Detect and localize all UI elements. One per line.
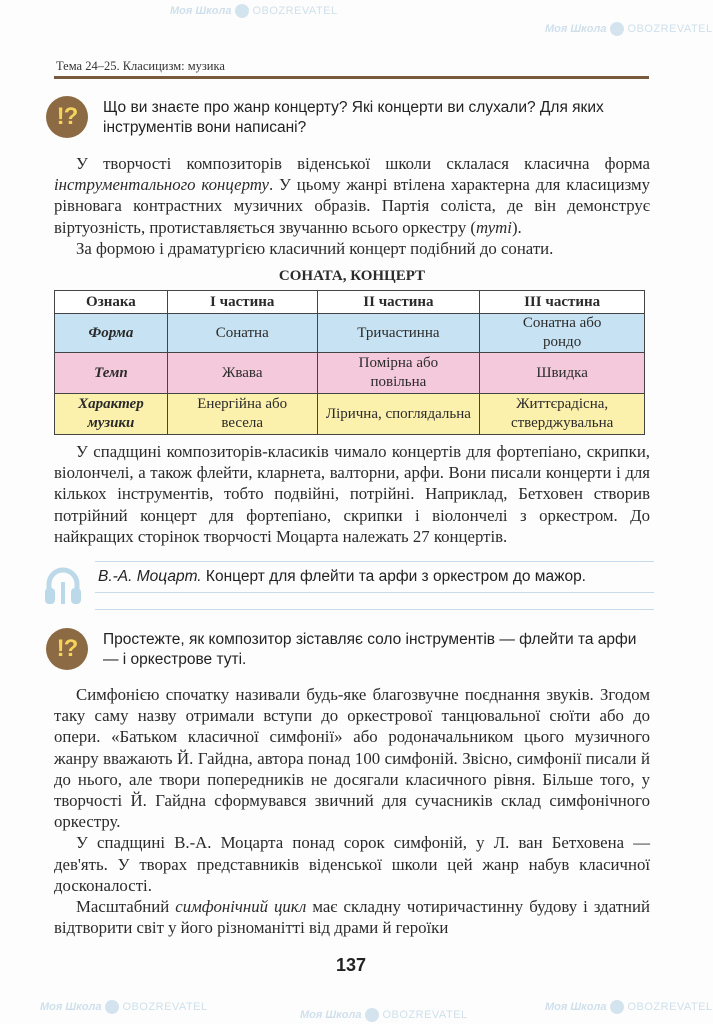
page-number: 137 bbox=[335, 955, 367, 976]
watermark-school: Моя Школа bbox=[545, 22, 607, 35]
table-cell: Помірна або повільна bbox=[317, 353, 480, 394]
table-header-row bbox=[55, 291, 645, 314]
watermark-brand: OBOZREVATEL bbox=[252, 4, 338, 17]
table-row bbox=[55, 394, 645, 435]
watermark-school: Моя Школа bbox=[40, 1000, 102, 1013]
exclamation-question-icon: !? bbox=[46, 628, 88, 670]
listening-rule bbox=[95, 592, 654, 593]
row-label: Характер музики bbox=[55, 394, 168, 435]
column-header: Ознака bbox=[55, 291, 168, 314]
listening-strip bbox=[44, 561, 650, 611]
watermark-school: Моя Школа bbox=[545, 1000, 607, 1013]
emphasis-term: симфонічний цикл bbox=[175, 897, 307, 917]
emphasis-term: інструментального концерту bbox=[54, 175, 269, 195]
composer-name: В.-А. Моцарт. bbox=[98, 568, 202, 586]
table-cell: Жвава bbox=[167, 353, 317, 394]
table-title: СОНАТА, КОНЦЕРТ bbox=[278, 268, 426, 285]
text-run: має складну чотиричастинну будову і здатний відтворити світ у його різноманітті від драми й героїки bbox=[54, 897, 650, 938]
table-cell: Швидка bbox=[480, 353, 645, 394]
comparison-table bbox=[54, 290, 645, 435]
text-run: . У цьому жанрі втілена характерна для класицизму рівновага контрастних музичних образів. Партія соліста, де він демонструє віртуозність, протиставляється звучанню всього оркестру ( bbox=[54, 175, 650, 237]
intro-paragraph: За формою і драматургією класичний концерт подібний до сонати. bbox=[76, 238, 554, 258]
concerts-paragraph: У спадщині композиторів-класиків чимало концертів для фортепіано, скрипки, віолончелі, а також флейти, кларнета, валторни, арфи. Вони писали концерти і для кількох інструментів, тобто подвійні, потрійні. Наприклад, Бетховен створив потрійний концерт для фортепіано, скрипки і віолончелі з оркестром. До найкращих сторінок творчості Моцарта належать 27 концертів. bbox=[54, 442, 650, 546]
exclamation-question-icon: !? bbox=[46, 96, 88, 138]
row-label: Форма bbox=[55, 314, 168, 353]
table-row bbox=[55, 314, 645, 353]
headphones-icon bbox=[44, 565, 82, 607]
intro-paragraph bbox=[54, 153, 650, 238]
watermark-brand: OBOZREVATEL bbox=[382, 1008, 468, 1021]
symphony-paragraph: Симфонією спочатку називали будь-яке благозвучне поєднання звуків. Згодом таку саму назву отримали вступи до оркестрової танцювальної сюїти або до опери. «Батьком класичної симфонії» або родоначальником цього музичного жанру вважають Й. Гайдна, автора понад 100 симфоній. Звісно, симфонії писали й до нього, але твори попередників не досягали класичного рівня. Більше того, у творчості Й. Гайдна сформувався звичний для сучасників склад симфонічного оркестру. bbox=[54, 685, 650, 832]
listening-rule bbox=[95, 609, 654, 610]
table-cell: Енергійна або весела bbox=[167, 394, 317, 435]
column-header: ІІ частина bbox=[317, 291, 480, 314]
question-block bbox=[54, 628, 650, 670]
table-cell: Сонатна bbox=[167, 314, 317, 353]
table-row bbox=[55, 353, 645, 394]
column-header: ІІІ частина bbox=[480, 291, 645, 314]
symphony-text bbox=[54, 684, 650, 938]
table-cell: Лірична, споглядальна bbox=[317, 394, 480, 435]
row-label: Темп bbox=[55, 353, 168, 394]
text-run: ). bbox=[511, 217, 522, 237]
symphony-paragraph: У спадщині В.-А. Моцарта понад сорок симфоній, у Л. ван Бетховена — дев'ять. У творах представників віденської школи цей жанр набув класичної досконалості. bbox=[54, 833, 650, 895]
watermark-brand: OBOZREVATEL bbox=[627, 22, 713, 35]
watermark-school: Моя Школа bbox=[170, 4, 232, 17]
chapter-header: Тема 24–25. Класицизм: музика bbox=[56, 59, 225, 73]
discussion-question: Що ви знаєте про жанр концерту? Які концерти ви слухали? Для яких інструментів вони написані? bbox=[103, 99, 604, 136]
intro-text bbox=[54, 153, 650, 259]
table-cell: Сонатна або рондо bbox=[480, 314, 645, 353]
table-cell: Тричастинна bbox=[317, 314, 480, 353]
symphony-paragraph bbox=[54, 896, 650, 938]
emphasis-term: туті bbox=[476, 217, 512, 237]
concerts-text bbox=[54, 441, 650, 547]
table-cell: Життєрадісна, стверджувальна bbox=[480, 394, 645, 435]
text-run: Масштабний bbox=[76, 897, 176, 917]
watermark-brand: OBOZREVATEL bbox=[627, 1000, 713, 1013]
textbook-page bbox=[54, 0, 650, 1016]
watermark-brand: OBOZREVATEL bbox=[122, 1000, 208, 1013]
question-block bbox=[54, 96, 650, 138]
column-header: І частина bbox=[167, 291, 317, 314]
header-divider bbox=[54, 76, 649, 79]
watermark-school: Моя Школа bbox=[300, 1008, 362, 1021]
discussion-question: Простежте, як композитор зіставляє соло інструментів — флейти та арфи — і оркестрове туті. bbox=[103, 631, 637, 669]
listening-assignment bbox=[98, 561, 650, 587]
work-title: Концерт для флейти та арфи з оркестром до мажор. bbox=[201, 568, 586, 586]
text-run: У творчості композиторів віденської школи склалася класична форма bbox=[76, 154, 650, 173]
